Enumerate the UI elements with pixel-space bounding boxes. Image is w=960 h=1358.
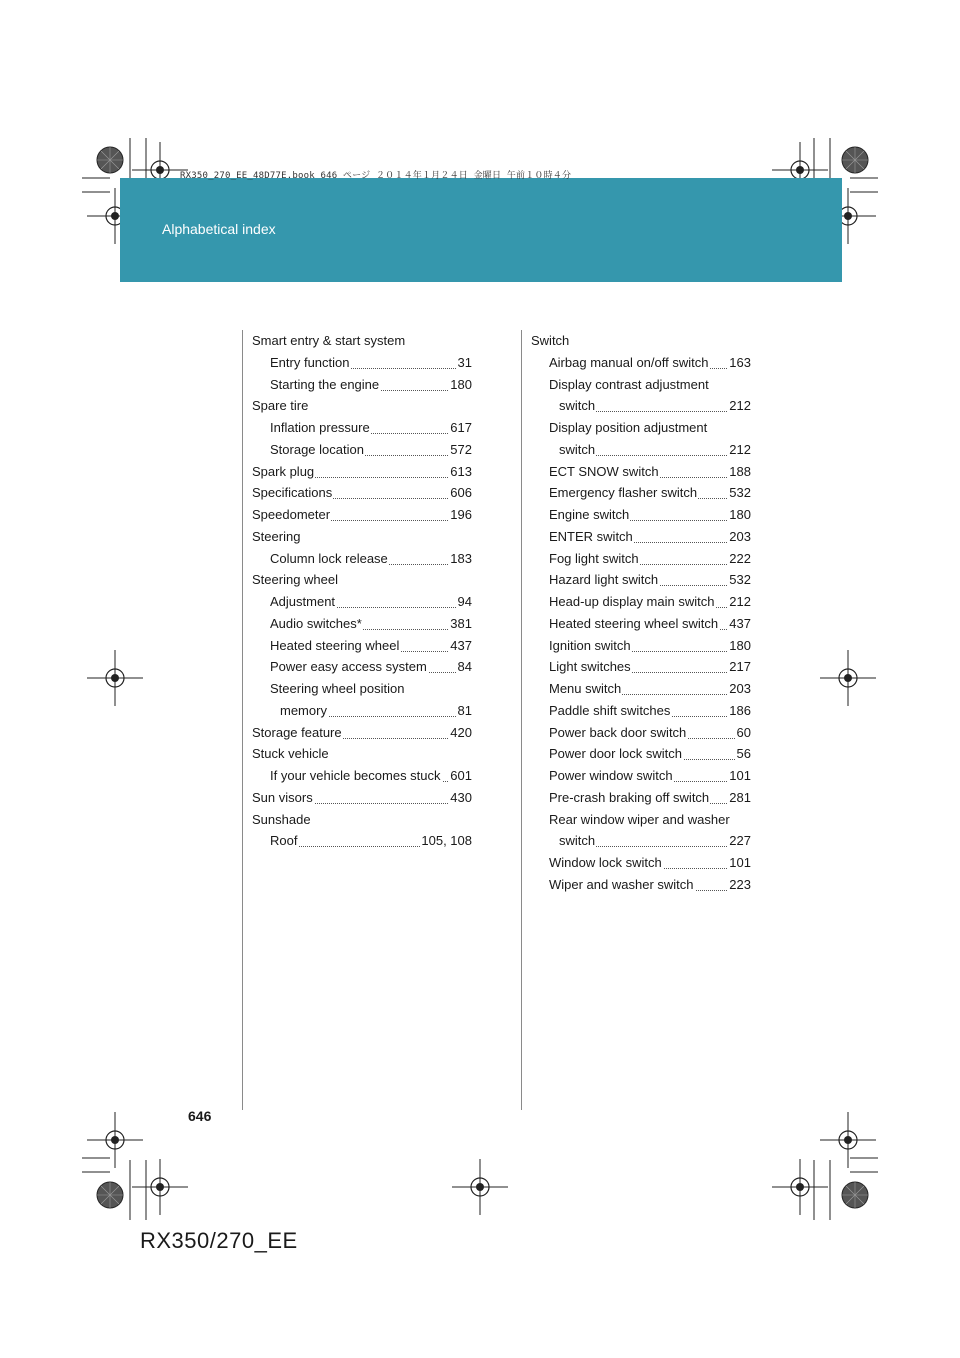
- index-entry-label: memory: [280, 700, 328, 722]
- index-entry: [531, 330, 751, 352]
- index-entry-page[interactable]: 203: [728, 678, 751, 700]
- index-entry-label: Heated steering wheel switch: [549, 613, 719, 635]
- index-entry: [252, 417, 472, 439]
- index-entry-page[interactable]: 532: [728, 569, 751, 591]
- index-entry: [531, 635, 751, 657]
- index-entry-label: switch: [559, 439, 596, 461]
- index-entry-label: Column lock release: [270, 548, 389, 570]
- index-entry-label: Window lock switch: [549, 852, 663, 874]
- index-entry-page[interactable]: 186: [728, 700, 751, 722]
- index-entry: [531, 548, 751, 570]
- index-entry: [531, 504, 751, 526]
- index-entry-page[interactable]: 381: [449, 613, 472, 635]
- index-entry: [531, 461, 751, 483]
- index-entry: [252, 765, 472, 787]
- index-entry-page[interactable]: 212: [728, 591, 751, 613]
- index-entry-label: Storage feature: [252, 722, 343, 744]
- index-entry: [252, 548, 472, 570]
- index-entry-label: Power back door switch: [549, 722, 687, 744]
- index-entry: [252, 526, 472, 548]
- index-entry-page[interactable]: 217: [728, 656, 751, 678]
- index-entry-page[interactable]: 56: [736, 743, 751, 765]
- index-entry: [252, 635, 472, 657]
- index-entry-label: Stuck vehicle: [252, 743, 330, 765]
- index-entry-label: Wiper and washer switch: [549, 874, 695, 896]
- index-entry-label: Paddle shift switches: [549, 700, 671, 722]
- index-entry: [252, 461, 472, 483]
- index-entry: [531, 417, 751, 439]
- index-entry-label: switch: [559, 395, 596, 417]
- index-entry-page[interactable]: 212: [728, 439, 751, 461]
- index-entry-page[interactable]: 105, 108: [420, 830, 472, 852]
- page-number: 646: [188, 1108, 212, 1124]
- index-entry-label: Airbag manual on/off switch: [549, 352, 709, 374]
- index-entry-page[interactable]: 196: [449, 504, 472, 526]
- index-entry-page[interactable]: 188: [728, 461, 751, 483]
- index-entry: [531, 874, 751, 896]
- index-entry: [252, 330, 472, 352]
- index-entry-label: Emergency flasher switch: [549, 482, 698, 504]
- index-entry-page[interactable]: 31: [457, 352, 472, 374]
- index-entry-page[interactable]: 180: [728, 504, 751, 526]
- index-entry-label: Steering wheel position: [270, 678, 405, 700]
- center-column-rule: [521, 330, 522, 1110]
- index-entry-label: ECT SNOW switch: [549, 461, 660, 483]
- index-entry-page[interactable]: 180: [728, 635, 751, 657]
- index-entry: [531, 569, 751, 591]
- index-entry-label: Roof: [270, 830, 298, 852]
- index-entry-page[interactable]: 163: [728, 352, 751, 374]
- index-entry: [252, 678, 472, 700]
- index-entry-page[interactable]: 281: [728, 787, 751, 809]
- index-entry-page[interactable]: 223: [728, 874, 751, 896]
- index-entry: [531, 765, 751, 787]
- index-entry-page[interactable]: 601: [449, 765, 472, 787]
- index-entry-label: Steering wheel: [252, 569, 339, 591]
- index-entry-label: Power easy access system: [270, 656, 428, 678]
- index-column-left: [252, 330, 472, 852]
- index-entry: [252, 374, 472, 396]
- index-entry-label: Power door lock switch: [549, 743, 683, 765]
- index-entry-label: Storage location: [270, 439, 365, 461]
- index-entry-label: Spark plug: [252, 461, 315, 483]
- index-entry: [531, 613, 751, 635]
- index-entry-page[interactable]: 84: [457, 656, 472, 678]
- index-entry-page[interactable]: 613: [449, 461, 472, 483]
- index-entry: [252, 591, 472, 613]
- index-entry-page[interactable]: 227: [728, 830, 751, 852]
- index-entry-label: If your vehicle becomes stuck: [270, 765, 442, 787]
- index-entry: [531, 787, 751, 809]
- index-entry: [252, 613, 472, 635]
- index-column-right: [531, 330, 751, 896]
- index-entry: [531, 700, 751, 722]
- index-entry-page[interactable]: 606: [449, 482, 472, 504]
- index-entry-label: Speedometer: [252, 504, 331, 526]
- index-entry-label: Spare tire: [252, 395, 309, 417]
- index-entry-label: Head-up display main switch: [549, 591, 715, 613]
- index-entry: [531, 809, 751, 831]
- index-entry-page[interactable]: 101: [728, 765, 751, 787]
- index-entry-label: Sun visors: [252, 787, 314, 809]
- index-entry: [531, 352, 751, 374]
- index-entry-label: Smart entry & start system: [252, 330, 406, 352]
- index-entry: [531, 852, 751, 874]
- index-entry: [252, 656, 472, 678]
- index-entry: [531, 722, 751, 744]
- index-entry-label: ENTER switch: [549, 526, 634, 548]
- index-entry: [252, 439, 472, 461]
- index-entry: [531, 656, 751, 678]
- index-entry: [531, 439, 751, 461]
- index-entry-page[interactable]: 437: [449, 635, 472, 657]
- index-entry: [252, 504, 472, 526]
- index-entry-label: Sunshade: [252, 809, 312, 831]
- index-entry-label: Pre-crash braking off switch: [549, 787, 710, 809]
- index-entry-label: Adjustment: [270, 591, 336, 613]
- index-entry-page[interactable]: 183: [449, 548, 472, 570]
- index-entry-label: Switch: [531, 330, 570, 352]
- index-entry: [252, 722, 472, 744]
- index-entry-label: Entry function: [270, 352, 351, 374]
- index-entry-label: Starting the engine: [270, 374, 380, 396]
- index-entry-label: Specifications: [252, 482, 333, 504]
- index-entry-label: Light switches: [549, 656, 632, 678]
- index-entry-label: Power window switch: [549, 765, 674, 787]
- index-entry: [531, 830, 751, 852]
- index-entry-label: Engine switch: [549, 504, 630, 526]
- index-entry: [531, 743, 751, 765]
- index-entry-page[interactable]: 101: [728, 852, 751, 874]
- index-entry-page[interactable]: 60: [736, 722, 751, 744]
- index-entry-label: Audio switches*: [270, 613, 363, 635]
- index-entry: [252, 352, 472, 374]
- index-entry: [252, 482, 472, 504]
- index-entry: [531, 374, 751, 396]
- index-entry: [252, 569, 472, 591]
- index-entry-page[interactable]: 203: [728, 526, 751, 548]
- index-entry-page[interactable]: 532: [728, 482, 751, 504]
- index-entry-label: Heated steering wheel: [270, 635, 400, 657]
- index-entry-label: Steering: [252, 526, 301, 548]
- index-entry-label: switch: [559, 830, 596, 852]
- index-entry: [252, 395, 472, 417]
- index-entry: [531, 395, 751, 417]
- index-entry-label: Display contrast adjustment: [549, 374, 710, 396]
- index-entry: [252, 743, 472, 765]
- index-entry-label: Hazard light switch: [549, 569, 659, 591]
- index-entry: [252, 809, 472, 831]
- index-entry: [252, 787, 472, 809]
- index-entry-page[interactable]: 617: [449, 417, 472, 439]
- print-slug-line: RX350_270_EE_48D77E.book 646 ページ ２０１４年１月２４日 金曜日 午前１０時４分: [180, 171, 572, 181]
- model-code: RX350/270_EE: [140, 1228, 298, 1253]
- index-entry: [531, 482, 751, 504]
- index-entry-page[interactable]: 212: [728, 395, 751, 417]
- index-entry-page[interactable]: 430: [449, 787, 472, 809]
- index-entry-page[interactable]: 437: [728, 613, 751, 635]
- index-entry: [252, 830, 472, 852]
- index-entry-page[interactable]: 572: [449, 439, 472, 461]
- index-entry: [252, 700, 472, 722]
- index-entry: [531, 591, 751, 613]
- index-entry-page[interactable]: 81: [457, 700, 472, 722]
- index-entry-page[interactable]: 222: [728, 548, 751, 570]
- index-entry-label: Inflation pressure: [270, 417, 371, 439]
- index-entry: [531, 678, 751, 700]
- index-entry-page[interactable]: 420: [449, 722, 472, 744]
- index-entry-label: Fog light switch: [549, 548, 640, 570]
- index-entry-page[interactable]: 180: [449, 374, 472, 396]
- index-entry-page[interactable]: 94: [457, 591, 472, 613]
- index-entry-label: Ignition switch: [549, 635, 632, 657]
- index-entry-label: Rear window wiper and washer: [549, 809, 731, 831]
- index-entry-label: Menu switch: [549, 678, 622, 700]
- left-column-rule: [242, 330, 243, 1110]
- index-entry: [531, 526, 751, 548]
- section-title: Alphabetical index: [162, 221, 276, 237]
- index-entry-label: Display position adjustment: [549, 417, 708, 439]
